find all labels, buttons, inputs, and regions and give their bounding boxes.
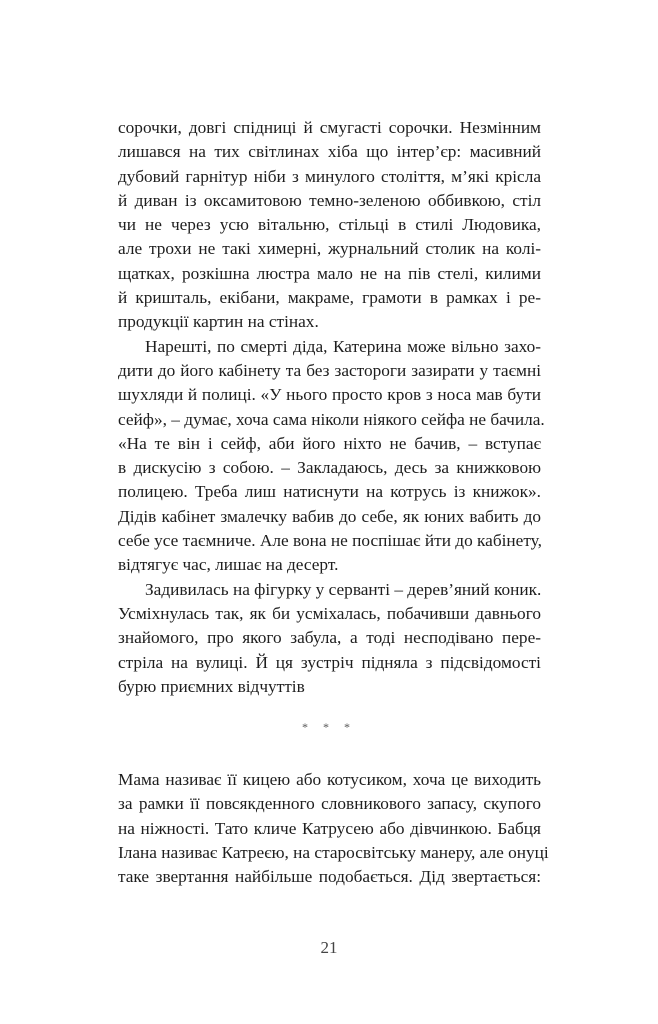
paragraph xyxy=(118,116,541,335)
text-line: Нарешті, по смерті діда, Катерина може вільно захо- xyxy=(145,336,541,356)
text-line: дити до його кабінету та без застороги зазирати у таємні xyxy=(118,360,541,380)
text-line: продукції картин на стінах. xyxy=(118,312,319,332)
text-line: «На те він і сейф, аби його ніхто не бачив, – вступає xyxy=(118,433,541,453)
paragraph xyxy=(118,768,549,889)
text-line: Дідів кабінет змалечку вабив до себе, як юних вабить до xyxy=(118,506,541,526)
text-line: за рамки її повсякденного словникового запасу, скупого xyxy=(118,794,541,814)
text-line: й кришталь, екібани, макраме, грамоти в рамках і ре- xyxy=(118,288,541,308)
text-line: стріла на вулиці. Й ця зустріч підняла з підсвідомості xyxy=(118,652,541,672)
text-line: шухляди й полиці. «У нього просто кров з носа мав бути xyxy=(118,385,541,405)
text-line: сорочки, довгі спідниці й смугасті сорочки. Незмінним xyxy=(118,118,541,137)
text-line: бурю приємних відчуттів xyxy=(118,676,305,696)
text-line: Мама називає її кицею або котусиком, хоча це виходить xyxy=(118,770,541,789)
text-line: лишався на тих світлинах хіба що інтер’єр: масивний xyxy=(118,142,541,162)
paragraph xyxy=(118,335,545,578)
text-line: таке звертання найбільше подобається. Дід звертається: xyxy=(118,867,541,887)
text-line: сейф», – думає, хоча сама ніколи ніякого сейфа не бачила. xyxy=(118,409,545,429)
paragraph xyxy=(118,578,541,699)
text-line: Задивилась на фігурку у серванті – дерев’яний коник. xyxy=(145,579,542,599)
text-line: чи не через усю вітальню, стільці в стилі Людовика, xyxy=(118,215,541,235)
text-line: полицею. Треба лиш натиснути на котрусь із книжок». xyxy=(118,482,541,502)
text-line: відтягує час, лишає на десерт. xyxy=(118,555,339,575)
text-line: але трохи не такі химерні, журнальний столик на колі- xyxy=(118,239,541,259)
text-line: на ніжності. Тато кличе Катрусею або дівчинкою. Бабця xyxy=(118,818,541,838)
text-block-top xyxy=(118,116,545,699)
text-line: Ілана називає Катреєю, на старосвітську манеру, але онуці xyxy=(118,842,549,862)
text-line: себе усе таємниче. Але вона не поспішає йти до кабінету, xyxy=(118,531,542,551)
text-line: в дискусію з собою. – Закладаюсь, десь за книжковою xyxy=(118,458,541,478)
text-line: Усміхнулась так, як би усміхалась, побачивши давнього xyxy=(118,603,541,623)
page-number: 21 xyxy=(320,938,338,957)
text-line: дубовий гарнітур ніби з минулого століття, м’які крісла xyxy=(118,166,541,186)
text-line: й диван із оксамитовою темно-зеленою оббивкою, стіл xyxy=(118,190,541,210)
text-line: знайомого, про якого забула, а тоді несподівано пере- xyxy=(118,628,541,648)
section-separator: * * * xyxy=(302,720,356,734)
text-block-bottom xyxy=(118,768,549,889)
text-line: щатках, розкішна люстра мало не на пів стелі, килими xyxy=(118,263,541,283)
